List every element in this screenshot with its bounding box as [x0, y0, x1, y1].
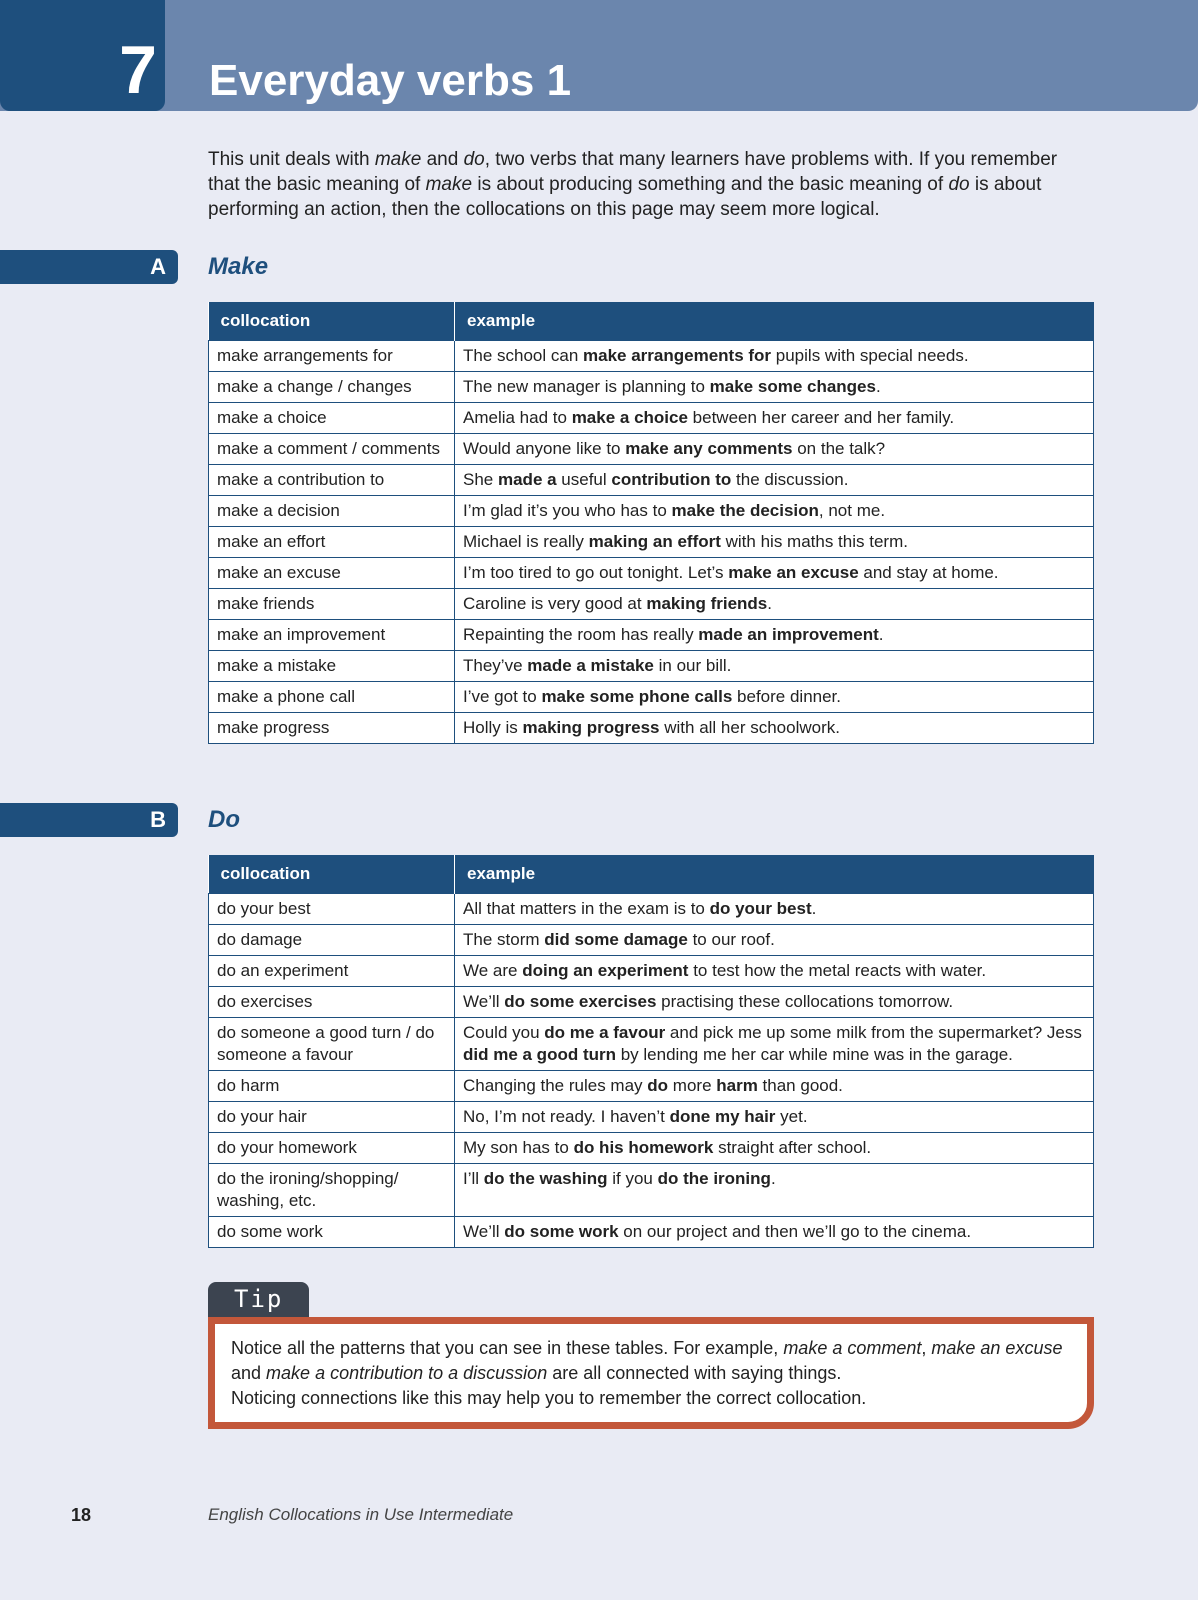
- page-number: 18: [71, 1505, 92, 1525]
- text-run: are all connected with saying things.: [547, 1363, 842, 1383]
- text-run: practising these collocations tomorrow.: [656, 992, 954, 1011]
- text-run: I’m too tired to go out tonight. Let’s: [463, 563, 729, 582]
- bold-collocation: do the washing: [483, 1169, 608, 1188]
- table-row: [209, 894, 1094, 925]
- italic-term: make: [425, 174, 473, 195]
- text-run: is about producing something and the basic meaning of: [472, 174, 949, 195]
- text-run: straight after school.: [713, 1138, 872, 1157]
- collocation-cell: make a change / changes: [209, 372, 455, 403]
- text-run: The new manager is planning to: [463, 377, 710, 396]
- book-title: English Collocations in Use Intermediate: [208, 1505, 514, 1524]
- table-header-row: [209, 855, 1094, 894]
- bold-collocation: harm: [716, 1076, 758, 1095]
- collocation-cell: do harm: [209, 1071, 455, 1102]
- text-run: and: [231, 1363, 267, 1383]
- example-cell: [455, 925, 1094, 956]
- section-title-do: Do: [208, 806, 240, 833]
- example-cell: [455, 341, 1094, 372]
- example-cell: [455, 956, 1094, 987]
- tip-label: Tip: [208, 1282, 309, 1317]
- text-run: .: [875, 377, 881, 396]
- collocation-cell: make a comment / comments: [209, 434, 455, 465]
- collocation-cell: make progress: [209, 713, 455, 744]
- bold-collocation: make some phone calls: [541, 687, 733, 706]
- bold-collocation: do me a favour: [544, 1023, 666, 1042]
- text-run: .: [811, 899, 817, 918]
- bold-collocation: make an excuse: [728, 563, 859, 582]
- example-cell: [455, 372, 1094, 403]
- text-run: and pick me up some milk from the supermarket? Jess: [665, 1023, 1082, 1042]
- text-run: ,: [921, 1338, 932, 1358]
- example-cell: [455, 434, 1094, 465]
- intro-paragraph: [208, 147, 1088, 222]
- bold-collocation: did me a good turn: [463, 1045, 616, 1064]
- example-cell: [455, 894, 1094, 925]
- italic-term: make: [374, 149, 422, 170]
- section-letter: B: [150, 807, 166, 832]
- text-run: My son has to: [463, 1138, 574, 1157]
- italic-term: make a comment: [783, 1338, 922, 1358]
- table-row: [209, 682, 1094, 713]
- table-row: [209, 496, 1094, 527]
- bold-collocation: do his homework: [573, 1138, 714, 1157]
- example-cell: [455, 465, 1094, 496]
- example-cell: [455, 682, 1094, 713]
- table-row: [209, 589, 1094, 620]
- text-run: is about performing an action, then the collocations on this page may seem more logical.: [208, 174, 1042, 220]
- collocation-cell: make friends: [209, 589, 455, 620]
- text-run: and: [421, 149, 464, 170]
- text-run: Caroline is very good at: [463, 594, 647, 613]
- bold-collocation: do some work: [504, 1222, 619, 1241]
- text-run: Holly is: [463, 718, 523, 737]
- example-cell: [455, 620, 1094, 651]
- text-run: with all her schoolwork.: [659, 718, 840, 737]
- text-run: I’m glad it’s you who has to: [463, 501, 672, 520]
- text-run: , two verbs that many learners have problems with. If you remember that the basic meaning of: [208, 149, 1058, 195]
- example-cell: [455, 987, 1094, 1018]
- text-run: Could you: [463, 1023, 545, 1042]
- collocation-cell: make an improvement: [209, 620, 455, 651]
- text-run: yet.: [775, 1107, 808, 1126]
- text-run: We’ll: [463, 992, 505, 1011]
- bold-collocation: making progress: [522, 718, 660, 737]
- collocation-cell: do your best: [209, 894, 455, 925]
- bold-collocation: do: [647, 1076, 669, 1095]
- text-run: more: [668, 1076, 717, 1095]
- text-run: I’ll: [463, 1169, 484, 1188]
- table-row: [209, 620, 1094, 651]
- table-row: [209, 651, 1094, 682]
- example-cell: [455, 1164, 1094, 1217]
- table-row: [209, 1164, 1094, 1217]
- italic-term: do: [463, 149, 485, 170]
- text-run: She: [463, 470, 498, 489]
- text-run: We’ll: [463, 1222, 505, 1241]
- example-cell: [455, 558, 1094, 589]
- unit-number: 7: [119, 32, 157, 108]
- collocation-cell: make an excuse: [209, 558, 455, 589]
- example-cell: [455, 1217, 1094, 1248]
- table-row: [209, 956, 1094, 987]
- example-cell: [455, 527, 1094, 558]
- column-header-example: example: [455, 302, 1094, 341]
- text-run: pupils with special needs.: [771, 346, 969, 365]
- text-run: in our bill.: [653, 656, 732, 675]
- bold-collocation: make a choice: [571, 408, 688, 427]
- text-run: Amelia had to: [463, 408, 572, 427]
- example-cell: [455, 496, 1094, 527]
- text-run: between her career and her family.: [687, 408, 955, 427]
- table-row: [209, 527, 1094, 558]
- bold-collocation: make the decision: [671, 501, 819, 520]
- section-title-make: Make: [208, 253, 269, 280]
- text-run: on our project and then we’ll go to the cinema.: [618, 1222, 972, 1241]
- section-tab-a: [0, 250, 178, 284]
- text-run: .: [767, 594, 772, 613]
- example-cell: [455, 1133, 1094, 1164]
- text-run: Repainting the room has really: [463, 625, 699, 644]
- collocation-cell: do the ironing/shopping/ washing, etc.: [209, 1164, 455, 1217]
- collocation-cell: do your hair: [209, 1102, 455, 1133]
- text-run: by lending me her car while mine was in the garage.: [616, 1045, 1013, 1064]
- text-run: .: [770, 1169, 776, 1188]
- bold-collocation: make some changes: [709, 377, 876, 396]
- example-cell: [455, 1102, 1094, 1133]
- collocation-cell: do an experiment: [209, 956, 455, 987]
- example-cell: [455, 1071, 1094, 1102]
- text-run: , not me.: [818, 501, 886, 520]
- text-run: and stay at home.: [858, 563, 999, 582]
- table-row: [209, 987, 1094, 1018]
- table-row: [209, 1071, 1094, 1102]
- collocation-cell: do some work: [209, 1217, 455, 1248]
- bold-collocation: made a mistake: [527, 656, 654, 675]
- table-row: [209, 558, 1094, 589]
- text-run: before dinner.: [732, 687, 842, 706]
- text-run: useful: [556, 470, 612, 489]
- text-run: I’ve got to: [463, 687, 542, 706]
- bold-collocation: done my hair: [669, 1107, 776, 1126]
- collocation-cell: make a mistake: [209, 651, 455, 682]
- collocation-cell: do damage: [209, 925, 455, 956]
- table-row: [209, 1133, 1094, 1164]
- example-cell: [455, 1018, 1094, 1071]
- text-run: .: [878, 625, 884, 644]
- table-row: [209, 925, 1094, 956]
- table-row: [209, 1217, 1094, 1248]
- unit-title: Everyday verbs 1: [209, 56, 572, 105]
- bold-collocation: making friends: [646, 594, 768, 613]
- column-header-collocation: collocation: [209, 855, 455, 894]
- collocation-cell: make an effort: [209, 527, 455, 558]
- text-run: with his maths this term.: [720, 532, 908, 551]
- example-cell: [455, 589, 1094, 620]
- section-letter: A: [150, 254, 166, 279]
- text-run: All that matters in the exam is to: [463, 899, 710, 918]
- header-band: [0, 0, 1198, 111]
- text-run: the discussion.: [731, 470, 849, 489]
- bold-collocation: make any comments: [625, 439, 793, 458]
- bold-collocation: did some damage: [544, 930, 688, 949]
- text-run: to test how the metal reacts with water.: [688, 961, 987, 980]
- table-row: [209, 465, 1094, 496]
- bold-collocation: making an effort: [588, 532, 721, 551]
- bold-collocation: contribution to: [611, 470, 732, 489]
- text-run: to our roof.: [687, 930, 775, 949]
- collocation-cell: make a phone call: [209, 682, 455, 713]
- bold-collocation: made a: [497, 470, 557, 489]
- text-run: Noticing connections like this may help you to remember the correct collocation.: [231, 1388, 867, 1408]
- example-cell: [455, 713, 1094, 744]
- bold-collocation: do some exercises: [504, 992, 657, 1011]
- table-row: [209, 1102, 1094, 1133]
- column-header-example: example: [455, 855, 1094, 894]
- italic-term: make an excuse: [931, 1338, 1063, 1358]
- bold-collocation: make arrangements for: [583, 346, 772, 365]
- text-run: Michael is really: [463, 532, 589, 551]
- text-run: No, I’m not ready. I haven’t: [463, 1107, 670, 1126]
- do-collocation-table: [208, 855, 1094, 1248]
- table-row: [209, 713, 1094, 744]
- table-row: [209, 341, 1094, 372]
- collocation-cell: do your homework: [209, 1133, 455, 1164]
- collocation-cell: make a decision: [209, 496, 455, 527]
- text-run: Notice all the patterns that you can see in these tables. For example,: [231, 1338, 784, 1358]
- table-row: [209, 403, 1094, 434]
- bold-collocation: doing an experiment: [522, 961, 689, 980]
- text-run: The school can: [463, 346, 584, 365]
- bold-collocation: do your best: [709, 899, 812, 918]
- text-run: They’ve: [463, 656, 528, 675]
- example-cell: [455, 403, 1094, 434]
- collocation-cell: do someone a good turn / do someone a favour: [209, 1018, 455, 1071]
- example-cell: [455, 651, 1094, 682]
- italic-term: do: [948, 174, 970, 195]
- text-run: We are: [463, 961, 523, 980]
- tip-box: [208, 1317, 1094, 1429]
- table-row: [209, 372, 1094, 403]
- bold-collocation: made an improvement: [698, 625, 879, 644]
- unit-number-box: [0, 0, 165, 111]
- bold-collocation: do the ironing: [657, 1169, 771, 1188]
- text-run: Changing the rules may: [463, 1076, 648, 1095]
- text-run: Would anyone like to: [463, 439, 626, 458]
- text-run: The storm: [463, 930, 545, 949]
- section-tab-b: [0, 803, 178, 837]
- table-row: [209, 434, 1094, 465]
- table-row: [209, 1018, 1094, 1071]
- make-collocation-table: [208, 302, 1094, 744]
- text-run: This unit deals with: [208, 149, 375, 170]
- collocation-cell: make arrangements for: [209, 341, 455, 372]
- text-run: if you: [607, 1169, 658, 1188]
- collocation-cell: do exercises: [209, 987, 455, 1018]
- table-header-row: [209, 302, 1094, 341]
- text-run: on the talk?: [792, 439, 886, 458]
- collocation-cell: make a choice: [209, 403, 455, 434]
- collocation-cell: make a contribution to: [209, 465, 455, 496]
- italic-term: make a contribution to a discussion: [266, 1363, 548, 1383]
- text-run: than good.: [757, 1076, 843, 1095]
- column-header-collocation: collocation: [209, 302, 455, 341]
